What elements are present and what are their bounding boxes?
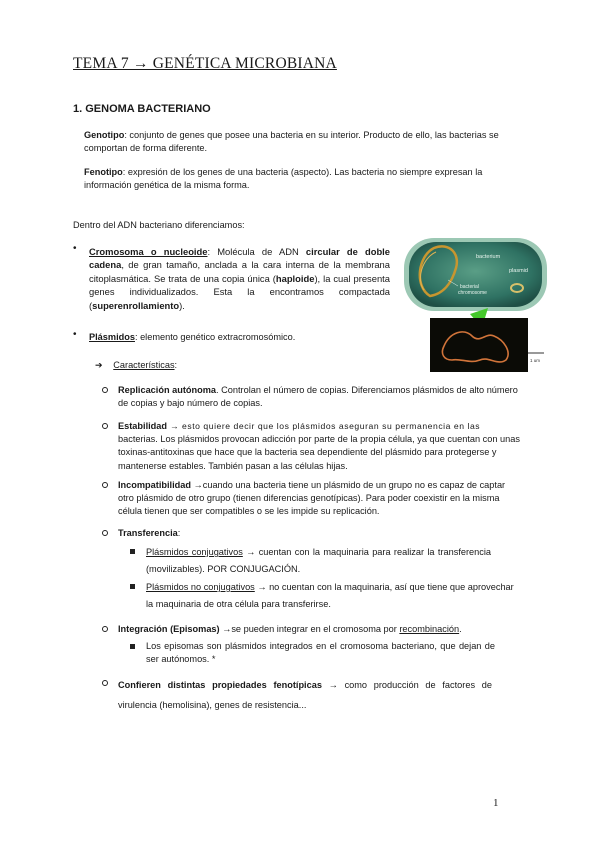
estabilidad-text: bacterias. Los plásmidos provocan adicción por parte de la propia célula, ya que cuentan con unas toxinas-antitoxinas que hace que la bacteria sea dependiente del plásmido para protegerse y mantenerse estables. También pasan a las células hijas. [118, 434, 520, 471]
incompatibilidad-paragraph [118, 479, 523, 519]
episomas-paragraph: Los episomas son plásmidos integrados en el cromosoma bacteriano, que dejan de ser autónomos. * [146, 641, 495, 665]
bullet-dot: • [73, 329, 77, 340]
cromosoma-paragraph [89, 245, 390, 312]
plasmidos-text: : elemento genético extracromosómico. [134, 332, 296, 342]
incompatibilidad-term: Incompatibilidad [118, 480, 191, 490]
bacterium-illustration [400, 236, 548, 374]
fenotipo-text: : expresión de los genes de una bacteria (aspecto). Las bacteria no siempre expresan la información genética de la misma forma. [84, 167, 483, 191]
cromosoma-text-2: , de gran tamaño, anclada a la cara interna de la membrana citoplasmática. Se trata de una copia única ( [89, 259, 390, 284]
section-heading: 1. GENOMA BACTERIANO [73, 103, 211, 115]
plasmidos-term: Plásmidos [89, 332, 135, 342]
noconjugativos-term: Plásmidos no conjugativos [146, 582, 255, 592]
cromosoma-bold-1: circular de doble cadena [89, 246, 390, 271]
caracteristicas-colon: : [174, 360, 178, 370]
cromosoma-bold-2: haploide [275, 272, 315, 284]
fenotipo-paragraph [84, 166, 524, 192]
genotipo-term: Genotipo [84, 130, 125, 140]
fenotipo-term: Fenotipo [84, 167, 123, 177]
estabilidad-paragraph [118, 420, 523, 473]
conjugativos-text: → cuentan con la maquinaria para realizar la transferencia (movilizables). POR CONJUGACIÓN. [146, 547, 492, 574]
cromosoma-text-4: ). [179, 299, 185, 311]
square-bullet [130, 549, 135, 554]
caracteristicas-label: Características [113, 360, 175, 370]
plasmidos-paragraph [89, 331, 399, 344]
cromosoma-bold-3: superenrollamiento [92, 299, 180, 311]
transferencia-line [118, 527, 180, 540]
confieren-term: Confieren distintas propiedades fenotípicas [118, 680, 322, 690]
estabilidad-spaced-text: → esto quiere decir que los plásmidos aseguran su permanencia en las [167, 421, 481, 431]
circle-bullet [102, 482, 108, 488]
replicacion-term: Replicación autónoma [118, 385, 217, 395]
circle-bullet [102, 680, 108, 686]
genotipo-text: : conjunto de genes que posee una bacteria en su interior. Producto de ello, las bacterias se comportan de forma diferente. [84, 130, 499, 154]
replicacion-paragraph [118, 384, 523, 410]
integracion-text: →se pueden integrar en el cromosoma por [219, 624, 400, 634]
confieren-text: → como producción de factores de virulencia (hemolisina), genes de resistencia... [118, 680, 492, 710]
conjugativos-term: Plásmidos conjugativos [146, 547, 243, 557]
noconjugativos-paragraph [146, 579, 516, 613]
label-chromosome-1: bacterial [460, 284, 479, 290]
recombinacion-link[interactable]: recombinación [399, 624, 460, 634]
bullet-dot: • [73, 243, 77, 254]
intro-text: Dentro del ADN bacteriano diferenciamos: [73, 220, 245, 230]
circle-bullet [102, 626, 108, 632]
page-title: TEMA 7 → GENÉTICA MICROBIANA [73, 55, 337, 72]
confieren-paragraph [118, 675, 492, 715]
estabilidad-term: Estabilidad [118, 421, 168, 431]
transferencia-colon: : [177, 528, 181, 538]
circle-bullet [102, 530, 108, 536]
cromosoma-text-3: ), la cual presenta genes individualizados. Esta la encontramos compactada ( [89, 272, 390, 311]
circle-bullet [102, 423, 108, 429]
transferencia-term: Transferencia [118, 528, 178, 538]
integracion-end: . [459, 624, 462, 634]
cromosoma-text-1: : Molécula de ADN [207, 246, 306, 257]
integracion-paragraph [118, 623, 523, 636]
conjugativos-paragraph [146, 544, 491, 578]
page-number: 1 [493, 797, 499, 809]
cromosoma-term: Cromosoma o nucleoide [89, 246, 208, 257]
label-bacterium: bacterium [476, 254, 501, 260]
label-chromosome-2: chromosome [458, 290, 487, 296]
label-plasmid: plasmid [509, 268, 528, 274]
noconjugativos-text: → no cuentan con la maquinaria, así que tiene que aprovechar la maquinaria de otra célula para transferirse. [146, 582, 514, 609]
integracion-term: Integración (Episomas) [118, 624, 220, 634]
arrow-icon: ➔ [95, 360, 103, 370]
bacterium-figure [400, 236, 548, 374]
square-bullet [130, 644, 135, 649]
scale-label: 1 um [530, 358, 541, 363]
incompatibilidad-text: →cuando una bacteria tiene un plásmido de un grupo no es capaz de captar otro plásmido de otro grupo (tienen diferencias genotípicas). Para poder coexistir en la misma célula tienen que ser compatibles o se les impide su replicación. [118, 480, 506, 517]
genotipo-paragraph [84, 129, 524, 155]
replicacion-text: . Controlan el número de copias. Diferenciamos plásmidos de alto número de copias y bajo número de copias. [118, 385, 518, 409]
circle-bullet [102, 387, 108, 393]
caracteristicas-line [95, 359, 177, 372]
square-bullet [130, 584, 135, 589]
